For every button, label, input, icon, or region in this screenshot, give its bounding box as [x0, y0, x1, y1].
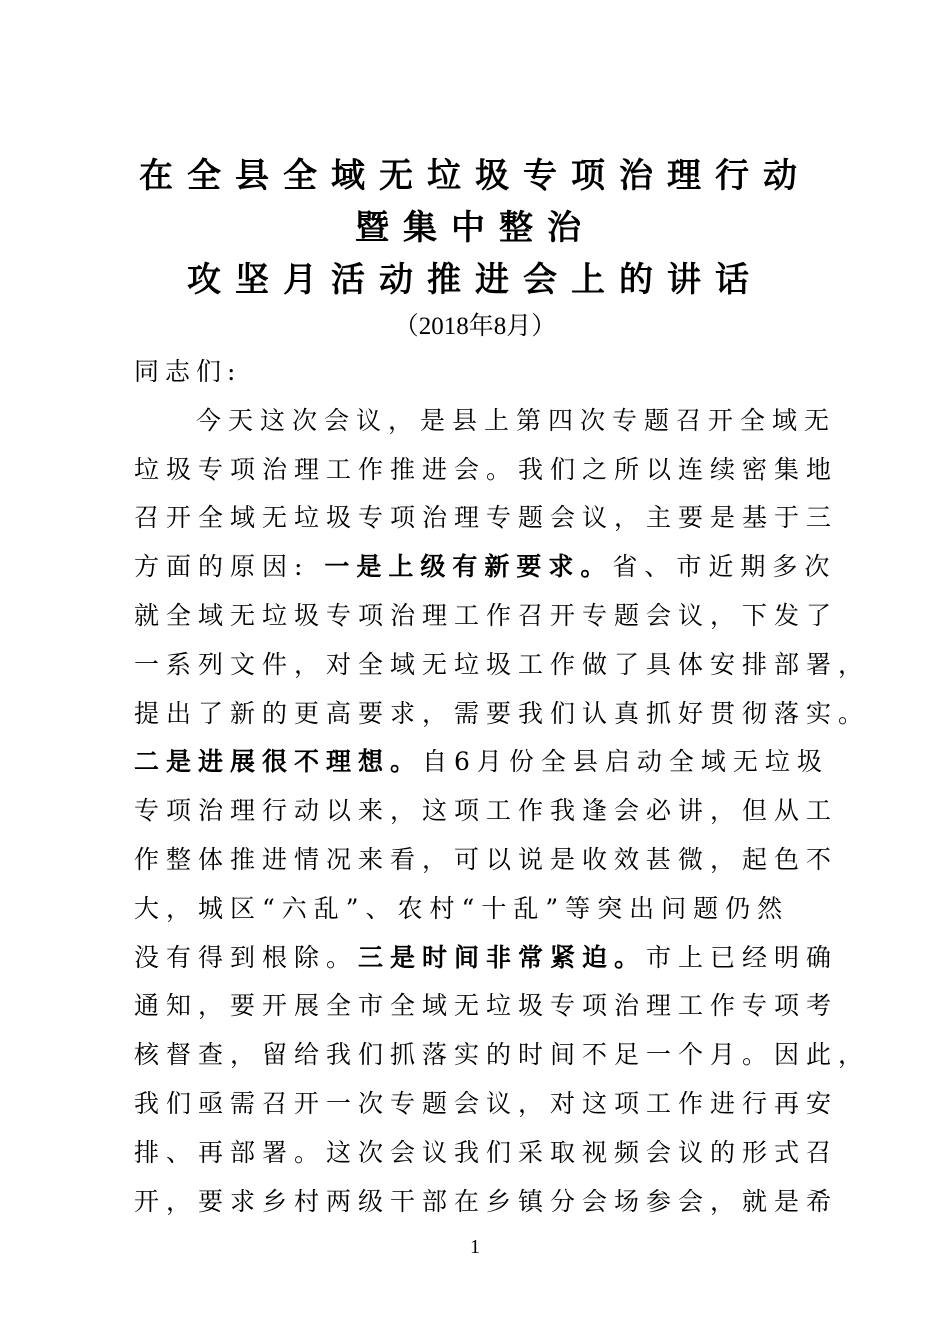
body-line — [134, 690, 871, 739]
body-line — [134, 885, 834, 934]
body-line — [134, 1080, 839, 1129]
emphasis-text: 二是进展很不理想。 — [134, 747, 423, 777]
title-line-2: 暨集中整治 — [355, 208, 595, 248]
body-text: 核督查，留给我们抓落实的时间不足一个月。因此， — [134, 1040, 871, 1070]
body-text: 方面的原因: — [134, 552, 325, 582]
body-line — [134, 446, 839, 495]
body-text: 专项治理行动以来，这项工作我逢会必讲，但从工 — [134, 796, 839, 826]
body-text: 开，要求乡村两级干部在乡镇分会场参会，就是希 — [134, 1186, 839, 1216]
body-text: 作整体推进情况来看，可以说是收效甚微，起色不 — [134, 844, 839, 874]
body-text: 今天这次会议，是县上第四次专题召开全域无 — [196, 405, 837, 435]
body-text: 市上已经明确 — [646, 942, 839, 972]
body-line — [134, 592, 839, 641]
body-line — [134, 494, 839, 543]
body-text: 一系列文件，对全域无垃圾工作做了具体安排部署， — [134, 649, 871, 679]
body-text: 我们亟需召开一次专题会议，对这项工作进行再安 — [134, 1088, 839, 1118]
body-text: 召开全域无垃圾专项治理专题会议，主要是基于三 — [134, 503, 839, 533]
document-title — [0, 150, 950, 306]
body-text: 就全域无垃圾专项治理工作召开专题会议，下发了 — [134, 600, 839, 630]
body-line — [134, 1178, 839, 1227]
body-line — [134, 787, 839, 836]
emphasis-text: 一是上级有新要求。 — [324, 552, 613, 582]
document-date: （2018年8月） — [393, 313, 557, 340]
body-text: 提出了新的更高要求，需要我们认真抓好贯彻落实。 — [134, 698, 871, 728]
body-line — [134, 397, 837, 446]
body-text: 通知，要开展全市全域无垃圾专项治理工作专项考 — [134, 991, 839, 1021]
body-line — [134, 836, 839, 885]
body-line — [134, 934, 839, 983]
body-line — [134, 641, 871, 690]
body-text: 没有得到根除。 — [134, 942, 359, 972]
body-line — [134, 1129, 839, 1178]
title-line-3: 攻坚月活动推进会上的讲话 — [187, 260, 763, 300]
document-body — [134, 348, 871, 1226]
body-text: 大，城区“六乱”、农村“十乱”等突出问题仍然 — [134, 893, 790, 923]
body-text: 省、市近期多次 — [612, 552, 837, 582]
body-text: 垃圾专项治理工作推进会。我们之所以连续密集地 — [134, 454, 839, 484]
body-paragraph — [134, 397, 871, 1227]
body-line — [134, 543, 837, 592]
body-line — [134, 738, 834, 787]
emphasis-text: 三是时间非常紧迫。 — [358, 942, 647, 972]
salutation: 同志们: — [134, 357, 242, 386]
title-line-1: 在全县全域无垃圾专项治理行动 — [139, 156, 811, 196]
body-line — [134, 982, 839, 1031]
body-text: 自6月份全县启动全域无垃圾 — [422, 747, 829, 777]
body-line — [134, 1031, 871, 1080]
page-number: 1 — [470, 1236, 480, 1258]
body-text: 排、再部署。这次会议我们采取视频会议的形式召 — [134, 1137, 839, 1167]
